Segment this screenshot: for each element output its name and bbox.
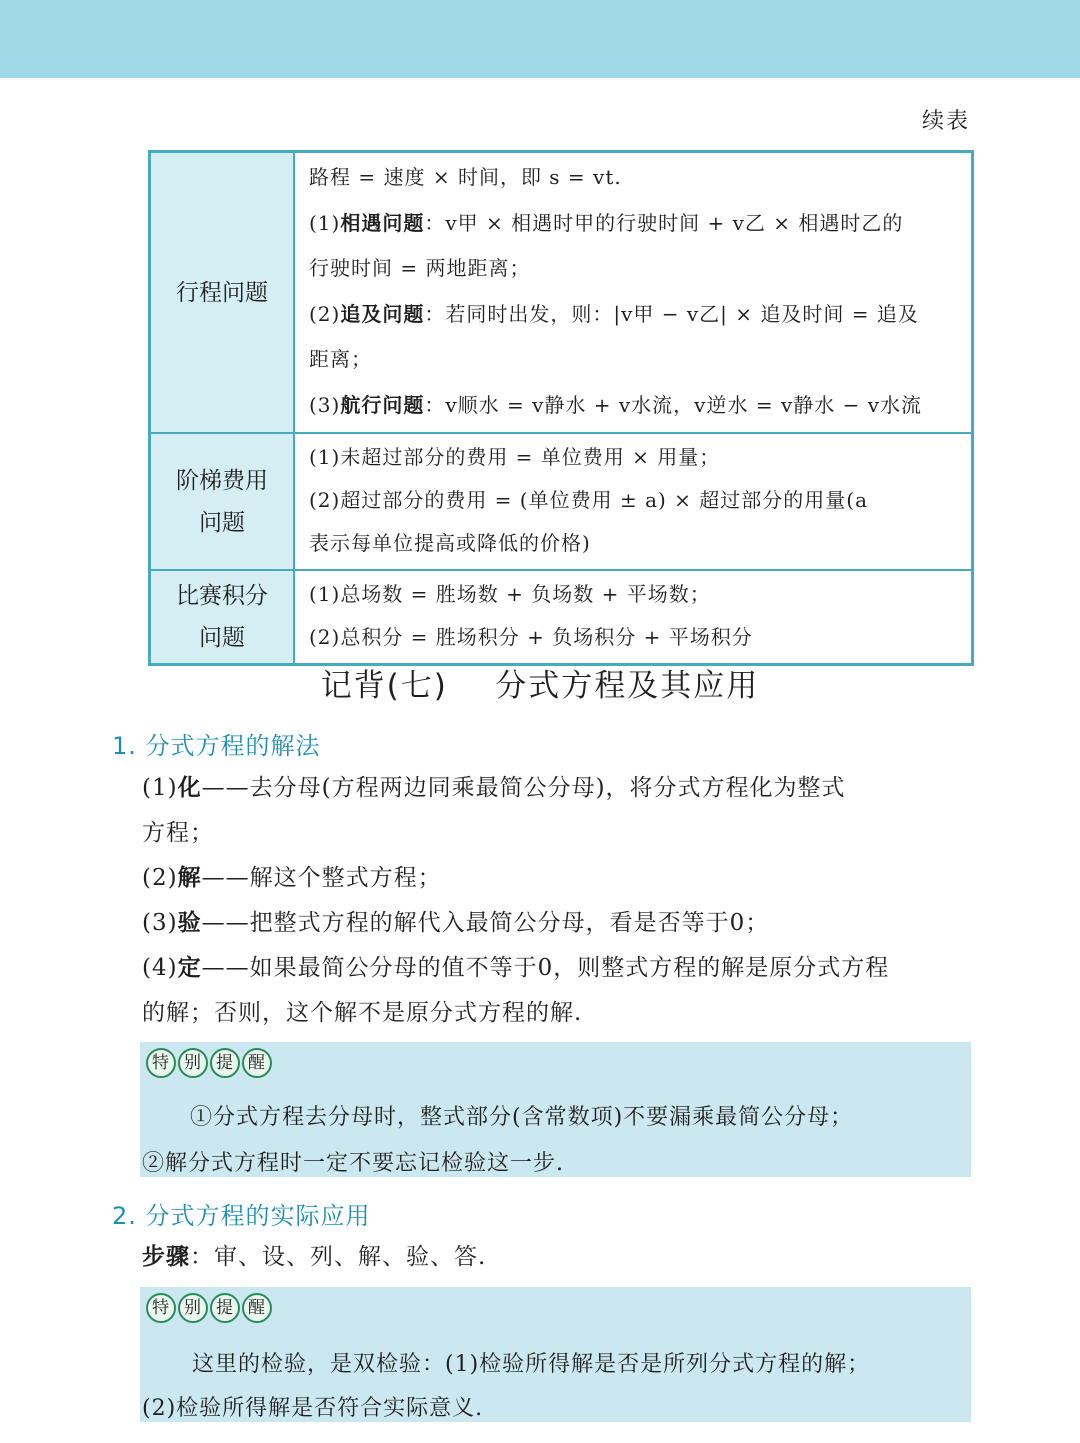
item-bold: 航行问题 (340, 392, 425, 417)
row-head-line: 比赛积分 (176, 583, 268, 609)
step-label: (1) (142, 775, 178, 801)
step-line (142, 991, 974, 1036)
table-line: (1)未超过部分的费用 = 单位费用 × 用量； (309, 445, 721, 469)
row-head (150, 570, 295, 665)
step-keyword: 解 (177, 865, 202, 891)
table-line (309, 292, 961, 338)
table-line (309, 201, 961, 247)
step-line (142, 766, 974, 811)
row-head-line: 问题 (199, 509, 245, 536)
step-text: ——把整式方程的解代入最简公分母，看是否等于0； (201, 910, 770, 936)
tag-char: 别 (178, 1048, 208, 1078)
continued-label: 续表 (921, 109, 970, 134)
table-line: 表示每单位提高或降低的价格) (309, 531, 591, 555)
step-text: ——去分母(方程两边同乘最简公分母)，将分式方程化为整式 (201, 775, 846, 801)
tag-char: 提 (210, 1293, 240, 1323)
step-keyword: 验 (177, 910, 202, 936)
formula-table (148, 150, 974, 666)
tag-char: 醒 (242, 1293, 272, 1323)
reminder-box (140, 1042, 971, 1177)
reminder-line: ②解分式方程时一定不要忘记检验这一步. (142, 1151, 564, 1176)
tag-char: 提 (210, 1048, 240, 1078)
step-text: ——解这个整式方程； (201, 865, 442, 891)
row-body (294, 152, 973, 434)
item-text: ：若同时出发，则：|v甲 − v乙| × 追及时间 = 追及 (424, 301, 919, 326)
section-heading: 2. 分式方程的实际应用 (112, 1202, 371, 1230)
table-line: 距离； (309, 347, 372, 371)
tag-char: 醒 (242, 1048, 272, 1078)
reminder-line: (2)检验所得解是否符合实际意义. (142, 1396, 484, 1421)
step-text: 方程； (142, 820, 214, 846)
solution-steps (142, 766, 974, 1036)
reminder-line: ①分式方程去分母时，整式部分(含常数项)不要漏乘最简公分母； (190, 1105, 854, 1130)
step-text: 的解；否则，这个解不是原分式方程的解. (142, 1000, 583, 1026)
row-body (294, 433, 973, 570)
step-label: (3) (142, 910, 178, 936)
row-head-line: 阶梯费用 (176, 467, 268, 494)
reminder-line: 这里的检验，是双检验：(1)检验所得解是否是所列分式方程的解； (192, 1352, 871, 1377)
tag-char: 别 (178, 1293, 208, 1323)
section-heading: 1. 分式方程的解法 (112, 732, 321, 760)
table-line: 路程 = 速度 × 时间，即 s = vt. (309, 165, 622, 189)
top-banner (0, 0, 1080, 78)
page-title: 记背(七) 分式方程及其应用 (320, 668, 760, 704)
item-text: ：v顺水 = v静水 + v水流，v逆水 = v静水 − v水流 (424, 392, 923, 417)
table-line: (2)超过部分的费用 = (单位费用 ± a) × 超过部分的用量(a (309, 488, 869, 512)
reminder-box (140, 1287, 971, 1422)
row-body (294, 570, 973, 665)
item-bold: 相遇问题 (340, 210, 425, 235)
table-row (150, 433, 973, 570)
item-label: (1) (309, 210, 341, 235)
table-line (309, 383, 961, 429)
reminder-tag (146, 1293, 272, 1323)
table-row (150, 570, 973, 665)
steps-text: ：审、设、列、解、验、答. (190, 1244, 487, 1270)
table-line: (1)总场数 = 胜场数 + 负场数 + 平场数； (309, 582, 711, 606)
tag-char: 特 (146, 1293, 176, 1323)
item-label: (2) (309, 301, 341, 326)
table-row (150, 152, 973, 434)
step-label: (4) (142, 955, 178, 981)
item-label: (3) (309, 392, 341, 417)
item-bold: 追及问题 (340, 301, 425, 326)
step-line (142, 946, 974, 991)
steps-line (142, 1238, 486, 1271)
item-text: ：v甲 × 相遇时甲的行驶时间 + v乙 × 相遇时乙的 (424, 210, 904, 235)
row-head-line: 问题 (199, 625, 245, 651)
table-line: (2)总积分 = 胜场积分 + 负场积分 + 平场积分 (309, 625, 753, 649)
step-keyword: 定 (177, 955, 202, 981)
reminder-tag (146, 1048, 272, 1078)
step-keyword: 化 (177, 775, 202, 801)
tag-char: 特 (146, 1048, 176, 1078)
table-line: 行驶时间 = 两地距离； (309, 256, 531, 280)
row-head (150, 433, 295, 570)
step-line (142, 901, 974, 946)
step-line (142, 856, 974, 901)
step-line (142, 811, 974, 856)
steps-keyword: 步骤 (142, 1244, 190, 1270)
step-label: (2) (142, 865, 178, 891)
step-text: ——如果最简公分母的值不等于0，则整式方程的解是原分式方程 (201, 955, 890, 981)
row-head: 行程问题 (150, 152, 295, 434)
